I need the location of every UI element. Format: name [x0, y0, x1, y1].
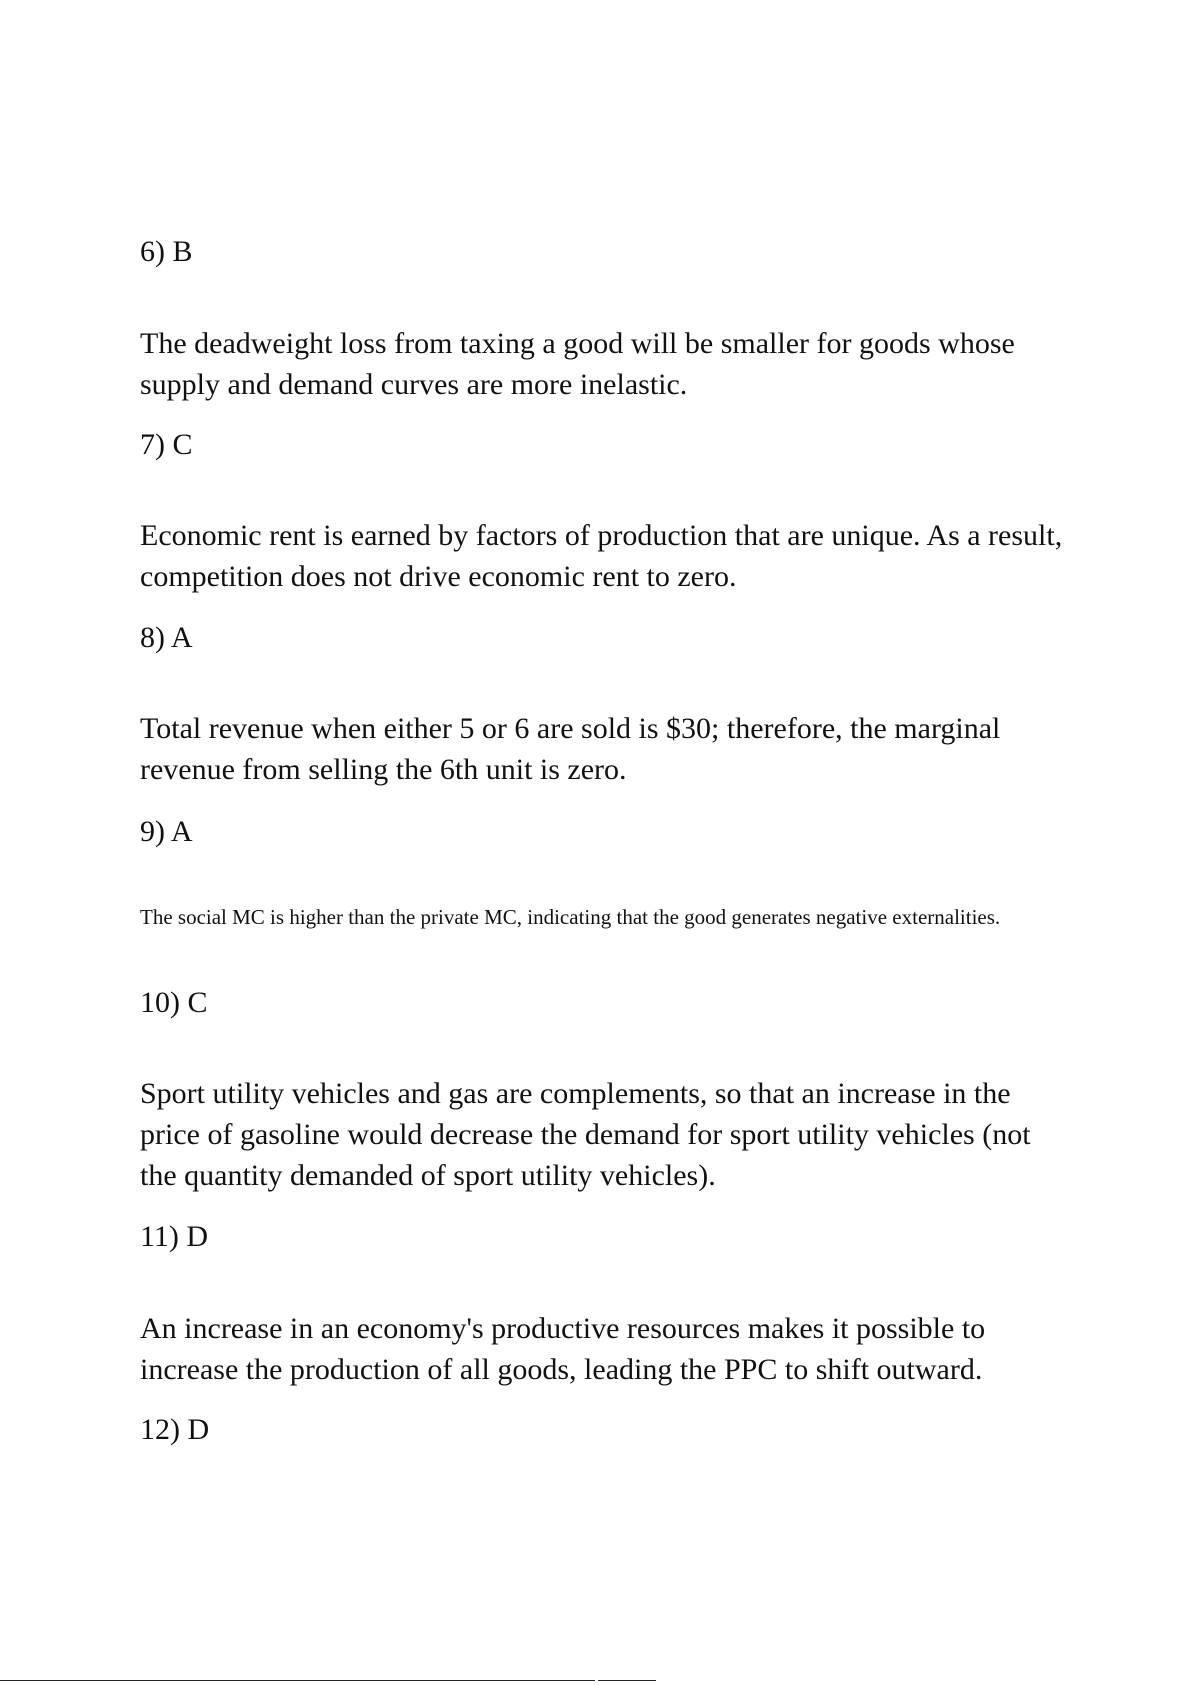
answer-9: 9) A: [140, 815, 193, 848]
answer-7: 7) C: [140, 428, 193, 461]
answer-11: 11) D: [140, 1220, 209, 1253]
answer-8: 8) A: [140, 621, 193, 654]
answer-6: 6) B: [140, 235, 193, 268]
explanation-11: An increase in an economy's productive resources makes it possible to increase the production of all goods, leading the PPC to shift outward.: [140, 1312, 986, 1386]
footer-rule-short: [598, 1680, 656, 1681]
footer-rule: [0, 1680, 595, 1681]
explanation-8: Total revenue when either 5 or 6 are sold is $30; therefore, the marginal revenue from selling the 6th unit is zero.: [140, 712, 1001, 786]
answer-10: 10) C: [140, 986, 208, 1019]
explanation-6: The deadweight loss from taxing a good will be smaller for goods whose supply and demand curves are more inelastic.: [140, 327, 1015, 401]
answer-12: 12) D: [140, 1413, 210, 1446]
explanation-7: Economic rent is earned by factors of production that are unique. As a result, competition does not drive economic rent to zero.: [140, 519, 1063, 593]
explanation-10: Sport utility vehicles and gas are complements, so that an increase in the price of gasoline would decrease the demand for sport utility vehicles (not the quantity demanded of sport utility vehicles).: [140, 1077, 1031, 1192]
explanation-9: The social MC is higher than the private MC, indicating that the good generates negative externalities.: [140, 905, 1001, 929]
